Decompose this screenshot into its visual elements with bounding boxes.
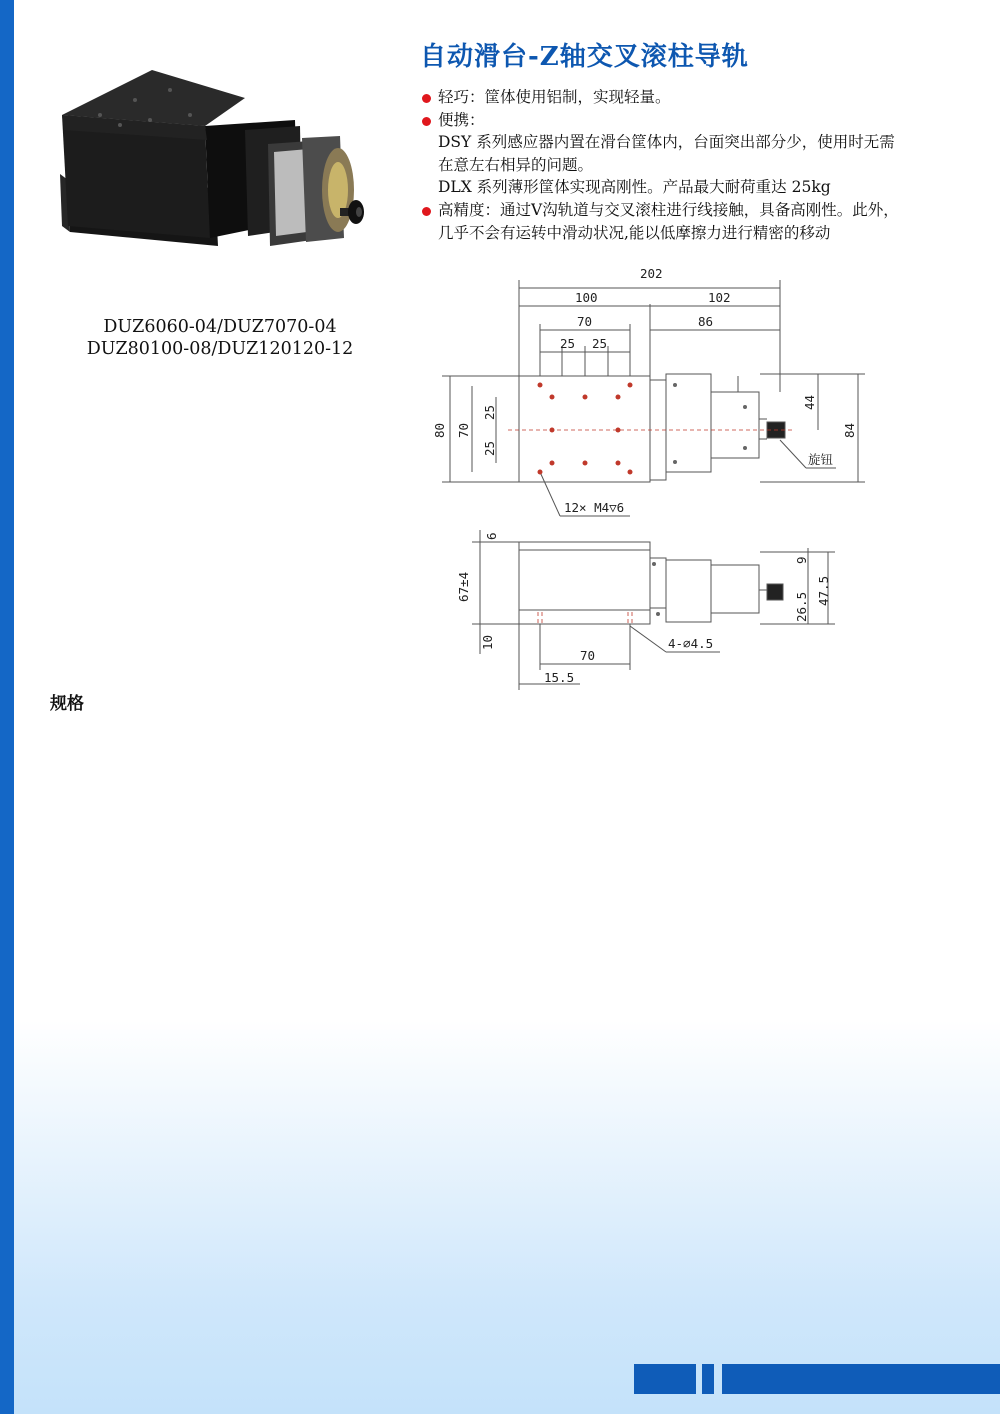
- dim-102: 102: [708, 290, 731, 305]
- footer-bar-long: [722, 1364, 1000, 1394]
- holes-label-top: 12× M4▽6: [564, 500, 625, 515]
- product-photo: [40, 60, 380, 280]
- bullet-icon: [422, 117, 431, 126]
- dim-25a: 25: [560, 336, 576, 351]
- dim-26-5: 26.5: [794, 591, 809, 622]
- dim-25d: 25: [482, 440, 497, 456]
- dim-86: 86: [698, 314, 714, 329]
- feature-line: 高精度：通过V沟轨道与交叉滚柱进行线接触，具备高刚性。此外，: [438, 200, 899, 219]
- dim-80: 80: [432, 422, 447, 438]
- feature-precision: [420, 199, 980, 244]
- dim-84: 84: [842, 422, 857, 438]
- dim-202: 202: [640, 266, 663, 281]
- dim-100: 100: [575, 290, 598, 305]
- top-view-body: [519, 376, 650, 482]
- feature-list: [420, 86, 980, 244]
- feature-line: 便携：: [438, 110, 485, 129]
- dim-67: 67±4: [456, 571, 471, 602]
- bullet-icon: [422, 94, 431, 103]
- model-line: DUZ80100-08/DUZ120120-12: [86, 339, 354, 359]
- model-line: DUZ6060-04/DUZ7070-04: [103, 317, 337, 337]
- footer-bar-thin: [702, 1364, 714, 1394]
- footer-bar-main: [634, 1364, 696, 1394]
- dim-9: 9: [794, 556, 809, 564]
- dim-47-5: 47.5: [816, 575, 831, 606]
- dim-6: 6: [484, 532, 499, 540]
- feature-line: DLX 系列薄形筐体实现高刚性。产品最大耐荷重达 25kg: [438, 178, 831, 197]
- dim-44: 44: [802, 394, 817, 410]
- feature-lightweight: [420, 86, 980, 109]
- holes-label-side: 4-∅4.5: [668, 636, 714, 651]
- knob-label: 旋钮: [808, 452, 834, 467]
- bullet-icon: [422, 207, 431, 216]
- feature-line: DSY 系列感应器内置在滑台筐体内，台面突出部分少，使用时无需: [438, 133, 895, 152]
- dim-10: 10: [480, 634, 495, 650]
- feature-line: 在意左右相异的问题。: [438, 155, 594, 174]
- technical-drawing: [420, 262, 880, 702]
- dim-25c: 25: [482, 404, 497, 420]
- dim-70: 70: [577, 314, 593, 329]
- spec-heading: 规格: [50, 694, 84, 714]
- feature-portable: [420, 109, 980, 199]
- left-accent-strip: [0, 0, 14, 1414]
- dim-70v: 70: [456, 422, 471, 438]
- dim-70-side: 70: [580, 648, 596, 663]
- feature-line: 几乎不会有运转中滑动状况,能以低摩擦力进行精密的移动: [438, 223, 831, 242]
- page-title: 自动滑台-Z轴交叉滚柱导轨: [420, 42, 749, 72]
- dim-25b: 25: [592, 336, 608, 351]
- feature-line: 轻巧：筐体使用铝制，实现轻量。: [438, 88, 671, 106]
- model-list: [40, 316, 400, 360]
- dim-15-5: 15.5: [544, 670, 575, 685]
